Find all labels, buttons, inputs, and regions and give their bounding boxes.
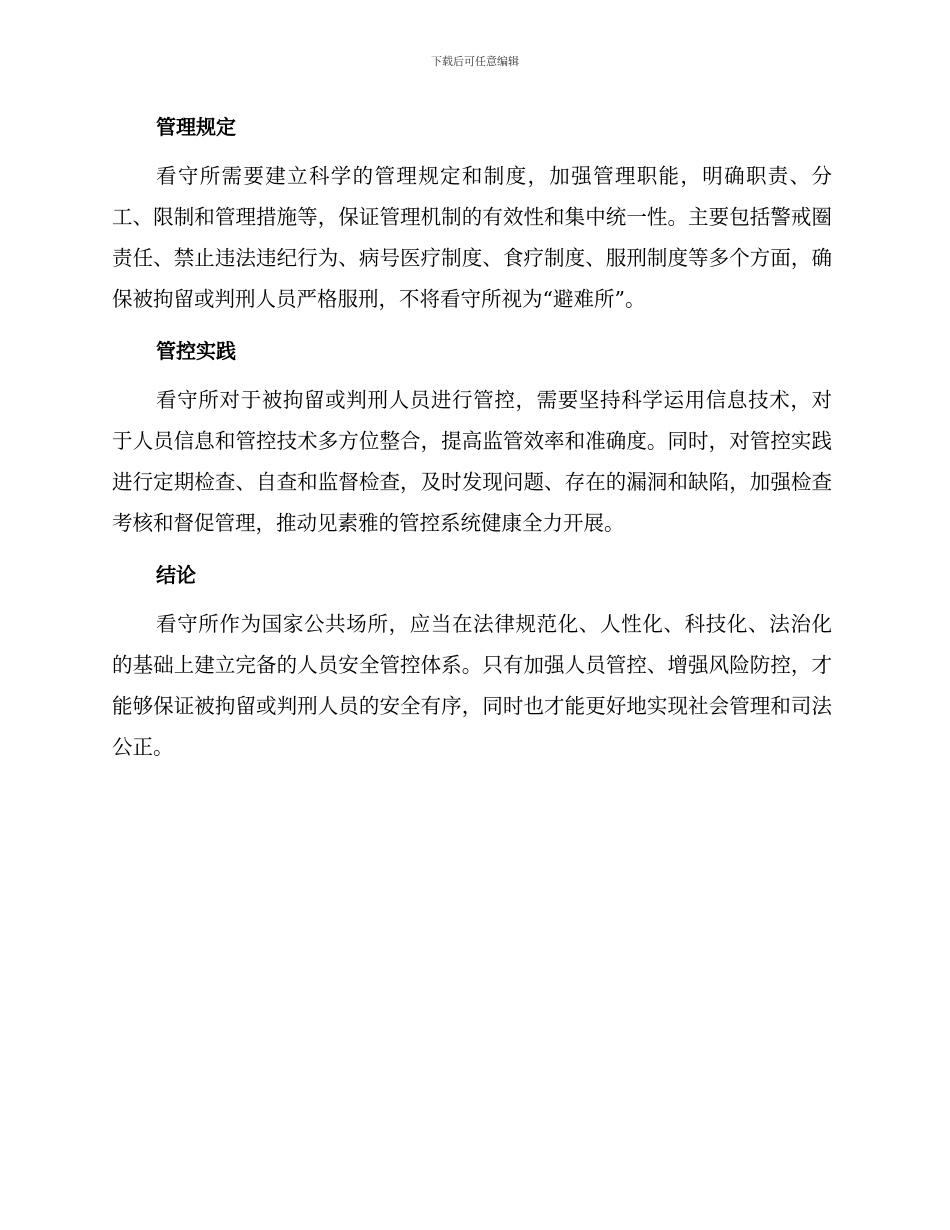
section-heading: 结论 <box>156 563 196 587</box>
section-paragraph: 看守所作为国家公共场所，应当在法律规范化、人性化、科技化、法治化的基础上建立完备的人员安全管控体系。只有加强人员管控、增强风险防控，才能够保证被拘留或判刑人员的安全有序，同时也才能更好地实现社会管理和司法公正。 <box>112 612 832 759</box>
section-paragraph: 看守所对于被拘留或判刑人员进行管控，需要坚持科学运用信息技术，对于人员信息和管控技术多方位整合，提高监管效率和准确度。同时，对管控实践进行定期检查、自查和监督检查，及时发现问题、存在的漏洞和缺陷，加强检查考核和督促管理，推动见素雅的管控系统健康全力开展。 <box>112 388 832 535</box>
section-conclusion <box>112 558 832 768</box>
section-heading: 管理规定 <box>156 115 236 139</box>
section-paragraph: 看守所需要建立科学的管理规定和制度，加强管理职能，明确职责、分工、限制和管理措施等，保证管理机制的有效性和集中统一性。主要包括警戒圈责任、禁止违法违纪行为、病号医疗制度、食疗制度、服刑制度等多个方面，确保被拘留或判刑人员严格服刑，不将看守所视为“避难所”。 <box>112 164 832 311</box>
document-body <box>112 110 832 782</box>
section-control-practice <box>112 334 832 544</box>
section-management-rules <box>112 110 832 320</box>
section-heading: 管控实践 <box>156 339 236 363</box>
page-header-note: 下载后可任意编辑 <box>431 55 519 68</box>
